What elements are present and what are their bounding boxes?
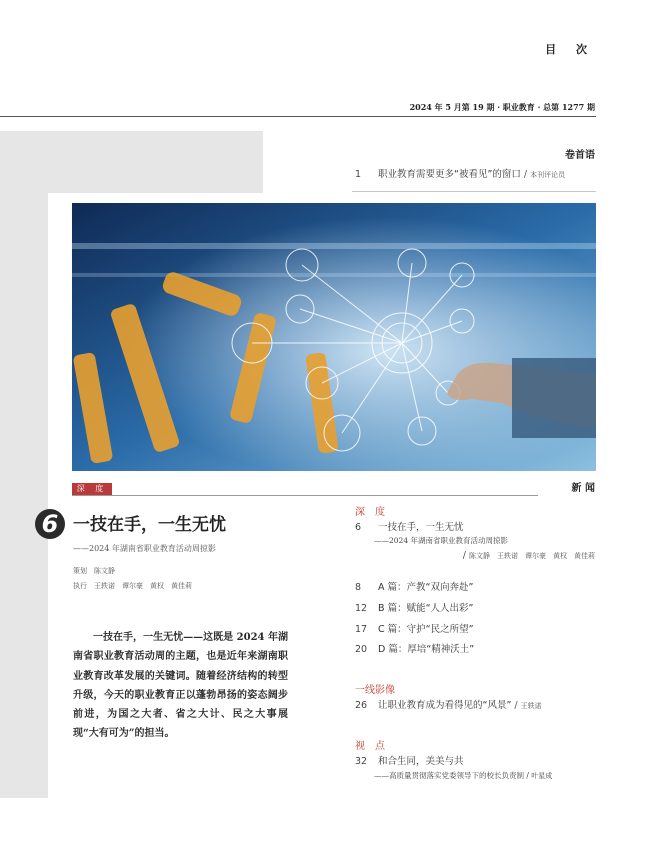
toc-item-title: D 篇：厚培“精神沃土”	[378, 644, 475, 655]
toc-item-b[interactable]	[355, 600, 473, 614]
toc-frontline-heading: 一线影像	[355, 685, 395, 696]
toc-item-author: 本刊评论员	[530, 171, 566, 179]
divider	[352, 191, 596, 192]
toc-item-depth-main[interactable]	[355, 519, 464, 533]
hero-image	[72, 203, 596, 471]
preface-heading: 卷首语	[565, 150, 595, 161]
toc-page-number: 32	[355, 756, 368, 767]
toc-item-a[interactable]	[355, 579, 473, 593]
news-heading: 新 闻	[571, 483, 595, 494]
toc-page-number: 20	[355, 644, 368, 655]
toc-item-title: 一技在手，一生无忧	[378, 522, 464, 533]
toc-item-preface[interactable]: 1 职业教育需要更多“被看见”的窗口 / 本刊评论员	[355, 169, 566, 180]
article-executors: 执行 王轶诺 谭尔豪 黄权 黄佳莉	[73, 582, 192, 590]
left-gray-strip	[0, 131, 48, 798]
toc-item-title: C 篇：守护“民之所望”	[378, 624, 474, 635]
toc-page-number: 8	[355, 582, 362, 593]
toc-item-title: A 篇：产教“双向奔赴”	[378, 582, 474, 593]
depth-rule	[72, 495, 538, 496]
toc-item-d[interactable]	[355, 641, 474, 655]
toc-viewpoint-subtitle: ——高质量贯彻落实党委领导下的校长负责制 / 叶星成	[374, 771, 553, 780]
toc-page-number: 17	[355, 624, 368, 635]
article-planner: 策划 陈文静	[73, 567, 115, 575]
toc-page-number: 1	[355, 169, 362, 180]
toc-page-number: 6	[355, 522, 362, 533]
toc-depth-heading: 深 度	[355, 507, 385, 518]
article-title[interactable]: 一技在手，一生无忧	[73, 515, 226, 535]
toc-title: 目 次	[545, 43, 595, 56]
toc-item-viewpoint[interactable]	[355, 753, 464, 767]
toc-item-author: 叶星成	[531, 772, 553, 780]
toc-item-title: B 篇：赋能“人人出彩”	[378, 603, 474, 614]
article-body: 一技在手，一生无忧——这既是 2024 年湖南省职业教育活动周的主题，也是近年来湖南职业教育改革发展的关键词。随着经济结构的转型升级，今天的职业教育正以蓬勃昂扬的姿态阔步前进，为国之大者、省之大计、民之大事展现“大有可为”的担当。	[73, 632, 288, 740]
toc-item-authors: / 陈文静 王轶诺 谭尔豪 黄权 黄佳莉	[462, 550, 595, 561]
toc-item-subtitle: ——2024 年湖南省职业教育活动周掠影	[374, 536, 508, 545]
depth-tag: 深 度	[72, 483, 112, 495]
toc-subtitle-text: ——高质量贯彻落实党委领导下的校长负责制	[374, 771, 524, 780]
header-rule	[0, 116, 596, 117]
featured-page-number: 6	[35, 509, 65, 539]
toc-item-title: 让职业教育成为看得见的“风景”	[378, 700, 512, 711]
toc-page-number: 12	[355, 603, 368, 614]
toc-item-title: 和合生同，美美与共	[378, 756, 464, 767]
toc-item-c[interactable]	[355, 621, 474, 635]
hero-illustration	[72, 203, 596, 471]
toc-item-frontline[interactable]: 26 让职业教育成为看得见的“风景” / 王轶诺	[355, 700, 542, 711]
toc-item-title: 职业教育需要更多“被看见”的窗口	[378, 169, 521, 180]
toc-viewpoint-heading: 视 点	[355, 741, 385, 752]
toc-authors-text: 陈文静 王轶诺 谭尔豪 黄权 黄佳莉	[469, 552, 595, 560]
toc-page-number: 26	[355, 700, 368, 711]
article-subtitle: ——2024 年湖南省职业教育活动周掠影	[73, 544, 216, 553]
toc-item-author: 王轶诺	[520, 702, 542, 710]
top-gray-block	[48, 131, 263, 193]
issue-info: 2024 年 5 月第 19 期 · 职业教育 · 总第 1277 期	[409, 102, 595, 112]
